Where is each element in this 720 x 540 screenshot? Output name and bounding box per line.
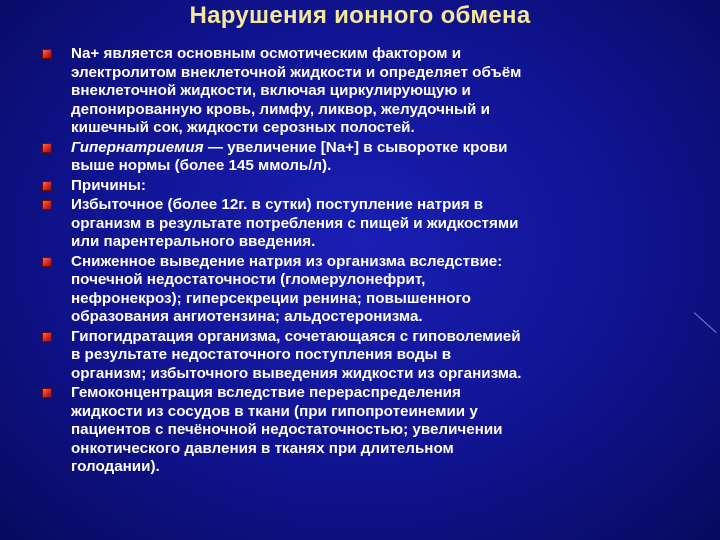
bullet-text [71, 328, 696, 384]
bullet-item [42, 139, 696, 176]
square-bullet-icon [42, 200, 52, 210]
bullet-text [71, 196, 696, 252]
square-bullet-icon [42, 143, 52, 153]
square-bullet-icon [42, 181, 52, 191]
bullet-text [71, 384, 696, 477]
slide-title: Нарушения ионного обмена [189, 2, 531, 29]
bullet-list [42, 45, 696, 478]
bullet-body: Na+ является основным осмотическим фактором и электролитом внеклеточной жидкости и определяет объём внеклеточной жидкости, включая циркулирующую и депонированную кровь, лимфу, ликвор, желудочный и кишечный сок, жидкости серозных полостей. [71, 45, 522, 136]
bullet-body: Сниженное выведение натрия из организма вследствие: почечной недостаточности (гломерулонефрит, нефронекроз); гиперсекреции ренина; повышенного образования ангиотензина; альдостеронизма. [71, 252, 503, 325]
bullet-item [42, 328, 696, 384]
bullet-item [42, 45, 696, 138]
decorative-line [694, 312, 717, 333]
bullet-item [42, 196, 696, 252]
bullet-body: Гипогидратация организма, сочетающаяся с гиповолемией в результате недостаточного поступления воды в организм; избыточного выведения жидкости из организма. [71, 327, 522, 382]
bullet-term: Гипернатриемия [71, 138, 204, 156]
bullet-text [71, 139, 696, 176]
bullet-body: Избыточное (более 12г. в сутки) поступление натрия в организм в результате потребления с пищей и жидкостями или парентерального введения. [71, 196, 519, 250]
bullet-body: — увеличение [Na+] в сыворотке крови выше нормы (более 145 ммоль/л). [71, 138, 508, 174]
bullet-text [71, 253, 696, 327]
bullet-item [42, 253, 696, 327]
bullet-text [71, 45, 696, 138]
bullet-text [71, 177, 696, 196]
square-bullet-icon [42, 49, 52, 59]
bullet-body: Гемоконцентрация вследствие перераспределения жидкости из сосудов в ткани (при гипопротеинемии у пациентов с печёночной недостаточностью; увеличении онкотического давления в тканях при длительном голодании). [71, 384, 503, 475]
bullet-body: Причины: [71, 176, 146, 194]
bullet-item [42, 384, 696, 477]
square-bullet-icon [42, 388, 52, 398]
square-bullet-icon [42, 332, 52, 342]
bullet-item [42, 177, 696, 196]
square-bullet-icon [42, 257, 52, 267]
